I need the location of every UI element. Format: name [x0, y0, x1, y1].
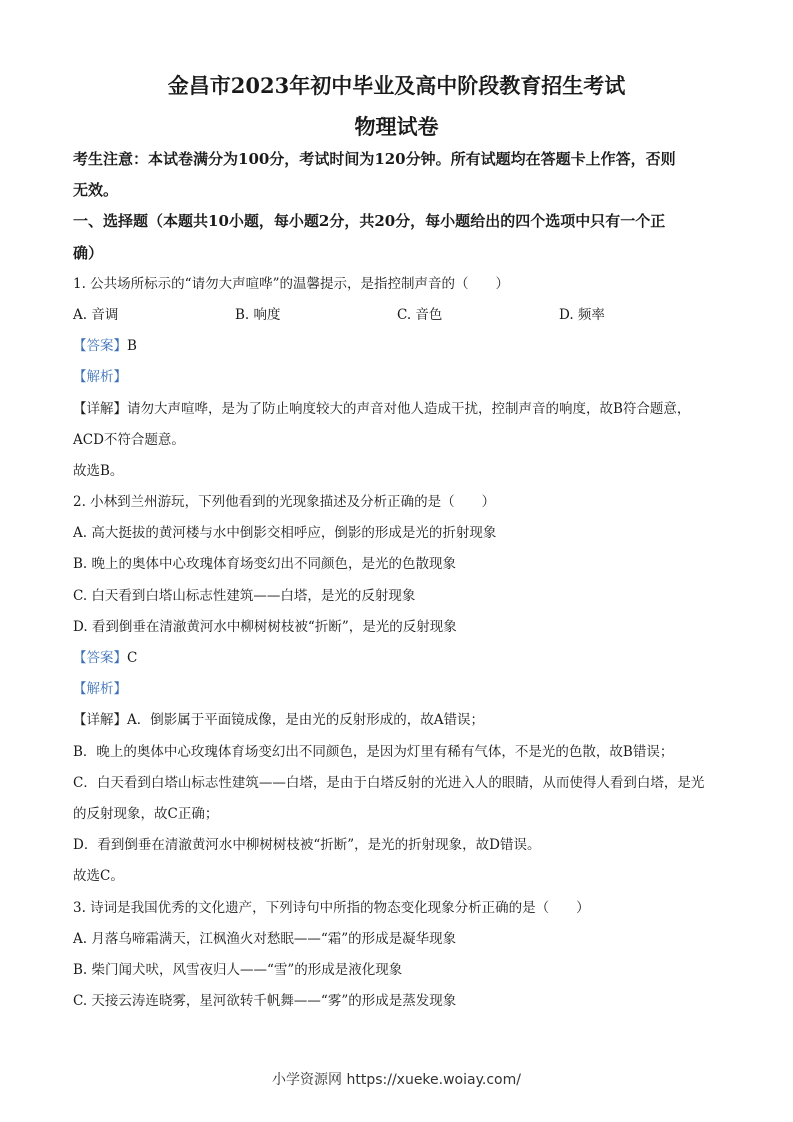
option: D. 频率 — [559, 306, 605, 323]
section-tag: 【答案】 — [73, 650, 127, 666]
answer-tag-line — [73, 363, 733, 394]
text-line — [73, 519, 733, 550]
line-text: 3. 诗词是我国优秀的文化遗产，下列诗句中所指的物态变化现象分析正确的是（ ） — [73, 899, 590, 916]
line-text: 请勿大声喧哗，是为了防止响度较大的声音对他人造成干扰，控制声音的响度，故B符合题意， — [127, 400, 691, 417]
section-tag: 【解析】 — [73, 681, 127, 698]
text-line — [73, 800, 733, 831]
option: C. 音色 — [397, 306, 443, 323]
line-text: A. 高大挺拔的黄河楼与水中倒影交相呼应，倒影的形成是光的折射现象 — [73, 525, 497, 542]
instructions-line — [73, 145, 733, 176]
text-line — [73, 987, 733, 1018]
line-text: C. 天接云涛连晓雾，星河欲转千帆舞——“雾”的形成是蒸发现象 — [73, 993, 457, 1010]
answer-tag-line — [73, 332, 733, 363]
line-text: 1. 公共场所标示的“请勿大声喧哗”的温馨提示，是指控制声音的（ ） — [73, 275, 509, 292]
question-stem — [73, 894, 733, 925]
exam-title: 金昌市2023年初中毕业及高中阶段教育招生考试 — [167, 73, 626, 98]
options-row — [73, 301, 733, 332]
line-text: ACD不符合题意。 — [73, 431, 185, 448]
line-text: 确） — [73, 243, 104, 262]
text-line — [73, 582, 733, 613]
line-text: C — [127, 650, 138, 666]
instructions-line — [73, 207, 733, 238]
text-line — [73, 706, 733, 737]
line-text: 一、选择题（本题共10小题，每小题2分，共20分，每小题给出的四个选项中只有一个正 — [73, 212, 666, 231]
text-line — [73, 925, 733, 956]
option: B. 响度 — [235, 306, 281, 323]
question-stem — [73, 488, 733, 519]
text-line — [73, 831, 733, 862]
answer-tag-line — [73, 644, 733, 675]
text-line — [73, 956, 733, 987]
document-body — [73, 145, 733, 1018]
section-tag: 【详解】 — [73, 712, 127, 729]
text-line — [73, 457, 733, 488]
question-stem — [73, 270, 733, 301]
line-text: 无效。 — [73, 181, 119, 200]
text-line — [73, 738, 733, 769]
line-text: 2. 小林到兰州游玩，下列他看到的光现象描述及分析正确的是（ ） — [73, 494, 496, 511]
line-text: D．看到倒垂在清澈黄河水中柳树树枝被“折断”，是光的折射现象，故D错误。 — [73, 837, 541, 854]
line-text: 的反射现象，故C正确； — [73, 805, 219, 822]
line-text: D. 看到倒垂在清澈黄河水中柳树树枝被“折断”，是光的反射现象 — [73, 618, 457, 635]
instructions-line — [73, 239, 733, 270]
line-text: B — [127, 338, 137, 355]
section-tag: 【详解】 — [73, 400, 127, 417]
footer-watermark: 小学资源网 https://xueke.woiay.com/ — [272, 1072, 521, 1088]
line-text: A．倒影属于平面镜成像，是由光的反射形成的，故A错误； — [127, 712, 484, 729]
line-text: C．白天看到白塔山标志性建筑——白塔，是由于白塔反射的光进入人的眼睛，从而使得人看到白塔，是光 — [73, 774, 705, 791]
section-tag: 【答案】 — [73, 338, 127, 355]
instructions-line — [73, 176, 733, 207]
line-text: A. 月落乌啼霜满天，江枫渔火对愁眠——“霜”的形成是凝华现象 — [73, 930, 457, 947]
line-text: C. 白天看到白塔山标志性建筑——白塔，是光的反射现象 — [73, 587, 416, 604]
line-text: 故选C。 — [73, 868, 124, 885]
answer-tag-line — [73, 675, 733, 706]
line-text: B．晚上的奥体中心玫瑰体育场变幻出不同颜色，是因为灯里有稀有气体，不是光的色散，故B错误； — [73, 743, 674, 760]
text-line — [73, 550, 733, 581]
line-text: 考生注意：本试卷满分为100分，考试时间为120分钟。所有试题均在答题卡上作答，否则 — [73, 150, 676, 168]
text-line — [73, 769, 733, 800]
text-line — [73, 426, 733, 457]
text-line — [73, 395, 733, 426]
text-line — [73, 613, 733, 644]
line-text: B. 晚上的奥体中心玫瑰体育场变幻出不同颜色，是光的色散现象 — [73, 556, 457, 573]
line-text: 故选B。 — [73, 462, 124, 479]
exam-subtitle: 物理试卷 — [354, 114, 439, 139]
section-tag: 【解析】 — [73, 369, 127, 386]
option: A. 音调 — [73, 306, 119, 323]
text-line — [73, 862, 733, 893]
line-text: B. 柴门闻犬吠，风雪夜归人——“雪”的形成是液化现象 — [73, 961, 403, 978]
